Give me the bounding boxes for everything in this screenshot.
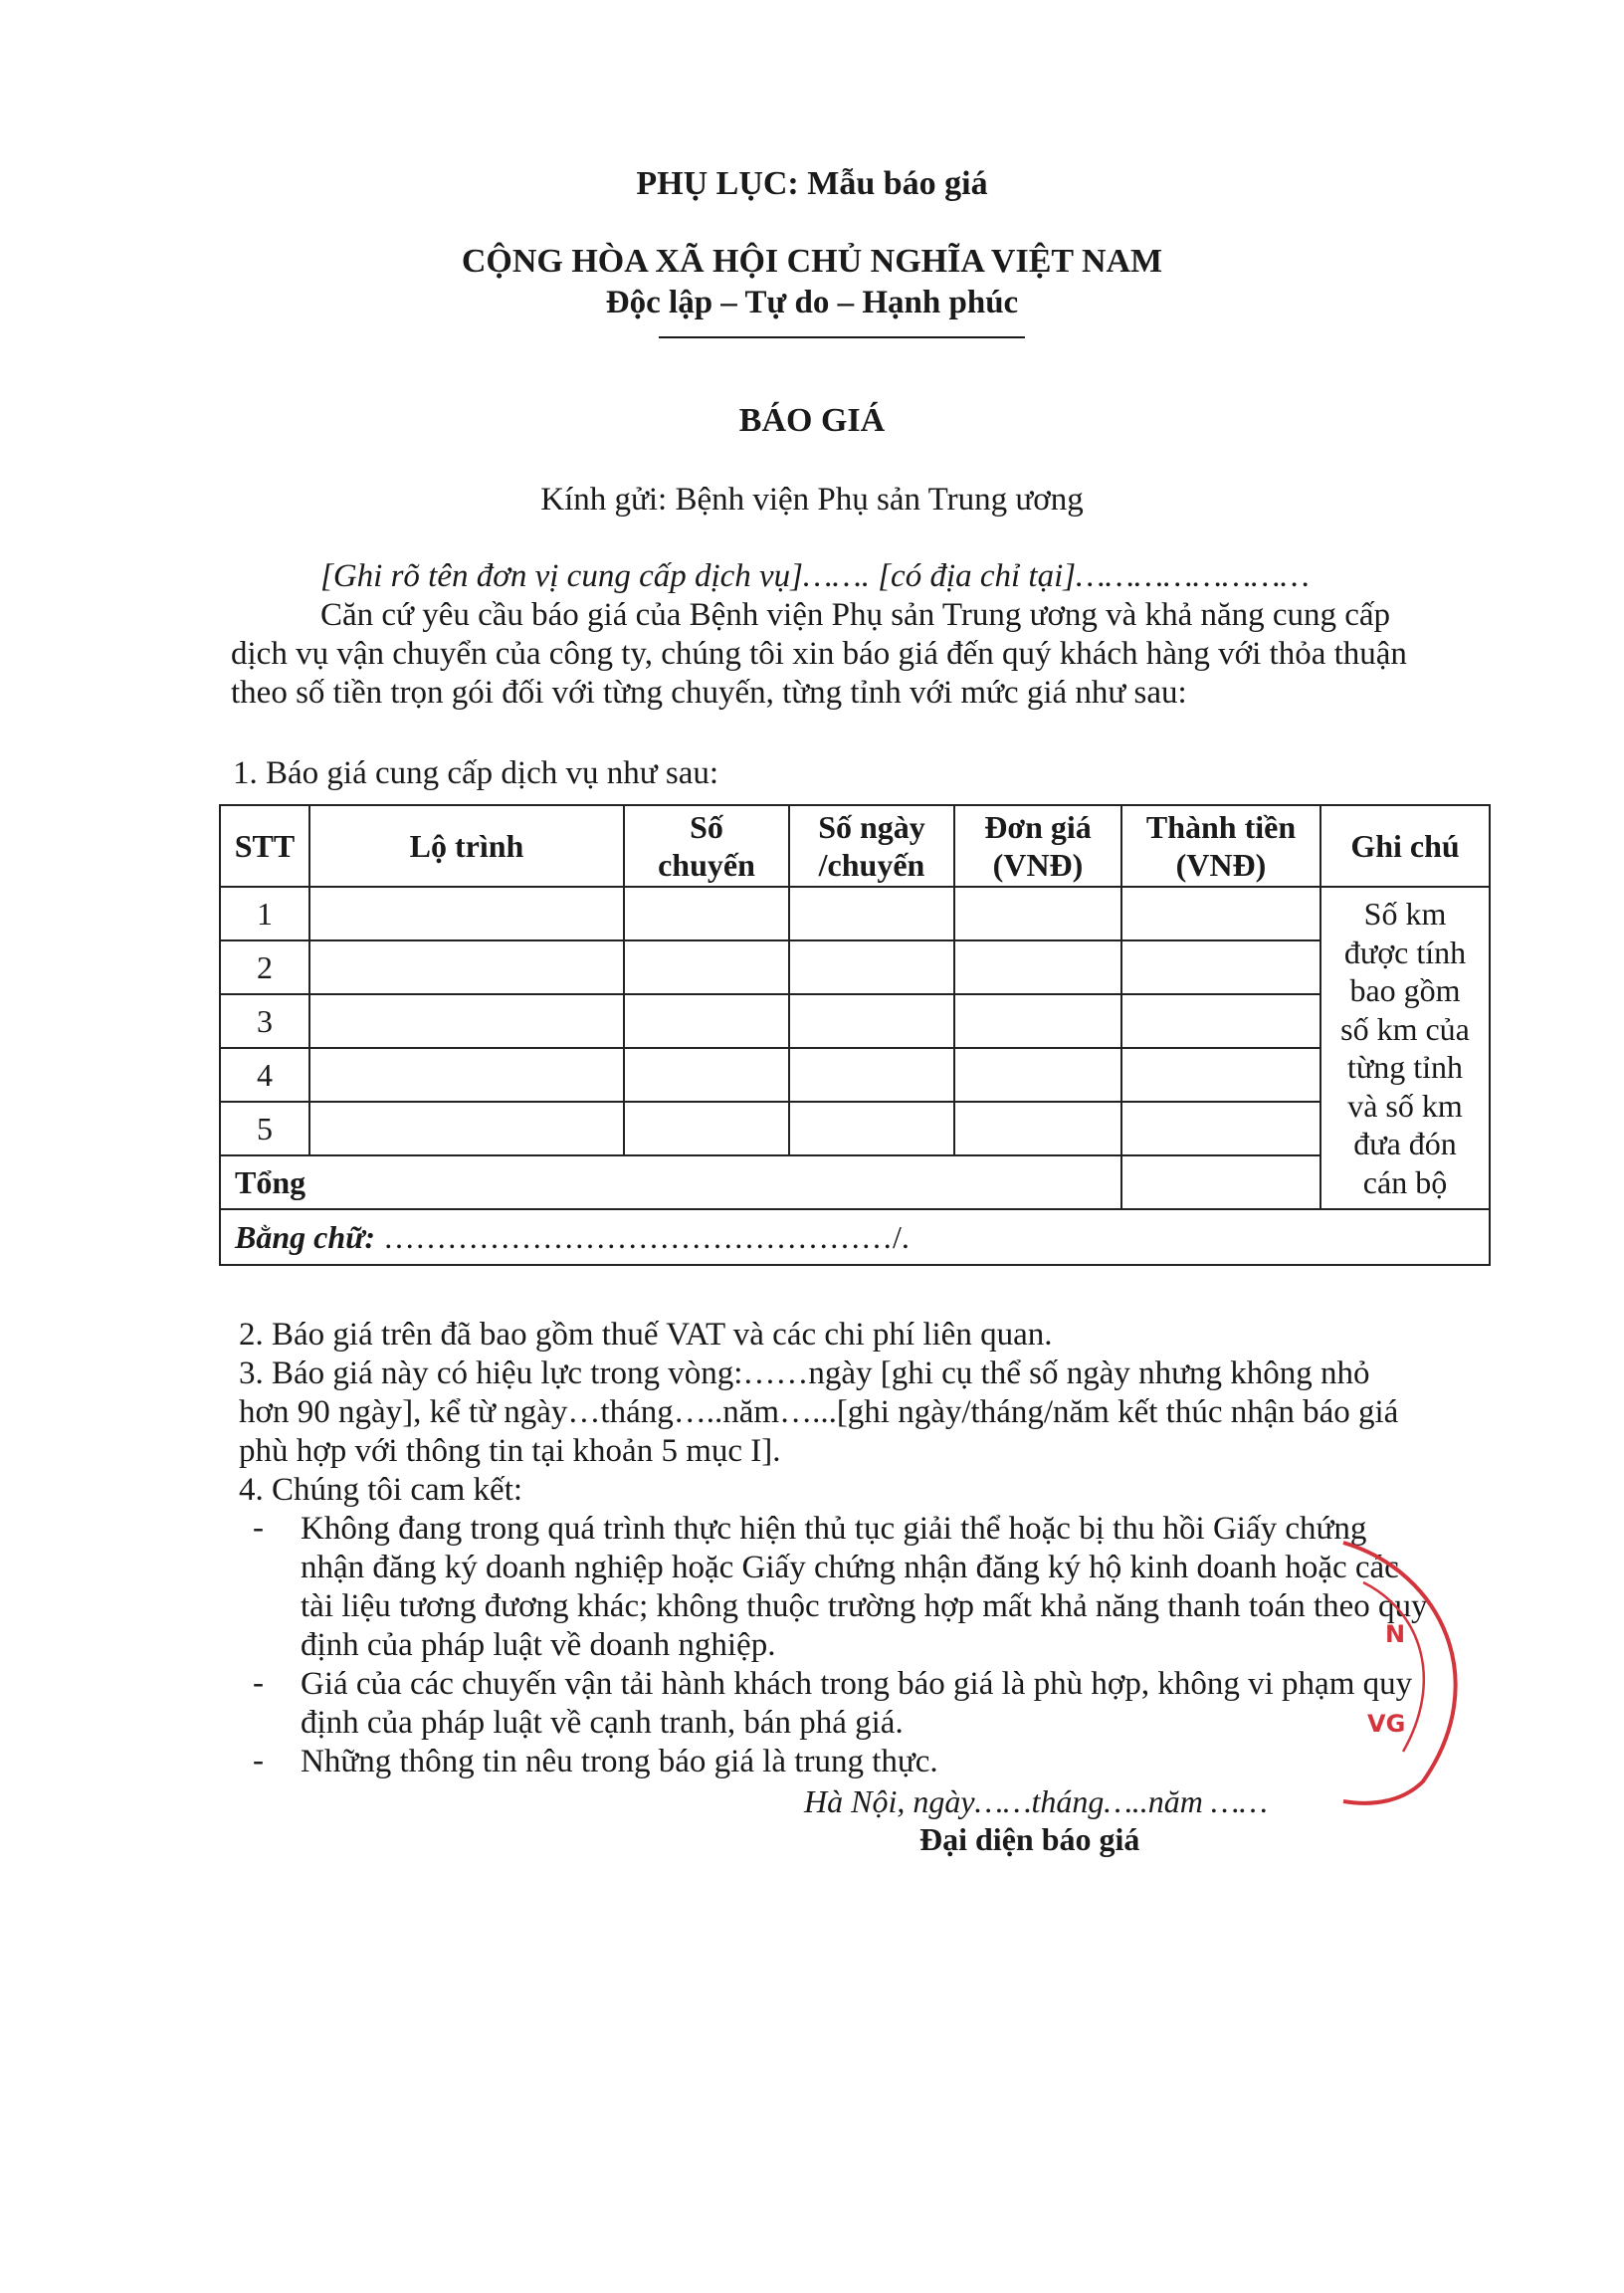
stt-cell: 5 xyxy=(220,1102,309,1155)
trips-cell xyxy=(624,940,789,994)
svg-text:VG: VG xyxy=(1367,1710,1406,1738)
signature-representative: Đại diện báo giá xyxy=(919,1821,1140,1857)
appendix-title: PHỤ LỤC: Mẫu báo giá xyxy=(636,165,988,202)
header-route: Lộ trình xyxy=(309,805,624,887)
intro-line-3: theo số tiền trọn gói đối với từng chuyến, từng tỉnh với mức giá như sau: xyxy=(231,675,1187,711)
signature-place-date: Hà Nội, ngày……tháng…..năm …… xyxy=(804,1783,1268,1819)
section-1-heading: 1. Báo giá cung cấp dịch vụ như sau: xyxy=(233,755,719,791)
unit-price-cell xyxy=(954,887,1121,940)
days-cell xyxy=(789,940,954,994)
bullet-dash: - xyxy=(253,1665,264,1701)
header-unit-price: Đơn giá (VNĐ) xyxy=(954,805,1121,887)
unit-price-cell xyxy=(954,940,1121,994)
bullet-dash: - xyxy=(253,1510,264,1546)
amount-in-words-cell xyxy=(220,1209,1490,1265)
country-name: CỘNG HÒA XÃ HỘI CHỦ NGHĨA VIỆT NAM xyxy=(461,243,1163,280)
stt-cell: 4 xyxy=(220,1048,309,1102)
header-amount: Thành tiền (VNĐ) xyxy=(1121,805,1320,887)
red-stamp-icon xyxy=(1333,1533,1483,1811)
trips-cell xyxy=(624,1048,789,1102)
commitment-1-line-2: nhận đăng ký doanh nghiệp hoặc Giấy chứng nhận đăng ký hộ kinh doanh hoặc các xyxy=(301,1550,1399,1585)
trips-cell xyxy=(624,1102,789,1155)
item-2: 2. Báo giá trên đã bao gồm thuế VAT và các chi phí liên quan. xyxy=(239,1317,1053,1353)
item-3-line-1: 3. Báo giá này có hiệu lực trong vòng:……ngày [ghi cụ thể số ngày nhưng không nhỏ xyxy=(239,1355,1370,1391)
trips-cell xyxy=(624,887,789,940)
commitment-2-line-1: Giá của các chuyến vận tải hành khách trong báo giá là phù hợp, không vi phạm quy xyxy=(301,1666,1413,1702)
table-row xyxy=(220,1048,1490,1102)
route-cell xyxy=(309,940,624,994)
recipient-line: Kính gửi: Bệnh viện Phụ sản Trung ương xyxy=(540,482,1084,518)
total-label: Tổng xyxy=(220,1155,1121,1209)
stt-cell: 1 xyxy=(220,887,309,940)
intro-line-1: Căn cứ yêu cầu báo giá của Bệnh viện Phụ sản Trung ương và khả năng cung cấp xyxy=(320,597,1391,633)
motto-underline xyxy=(659,336,1025,338)
commitment-1-line-4: định của pháp luật về doanh nghiệp. xyxy=(301,1627,776,1663)
commitment-1-line-3: tài liệu tương đương khác; không thuộc trường hợp mất khả năng thanh toán theo quy xyxy=(301,1588,1428,1624)
days-cell xyxy=(789,887,954,940)
trips-cell xyxy=(624,994,789,1048)
amount-cell xyxy=(1121,887,1320,940)
header-trips: Số chuyến xyxy=(624,805,789,887)
quote-table xyxy=(219,804,1491,1266)
header-stt: STT xyxy=(220,805,309,887)
unit-price-cell xyxy=(954,1048,1121,1102)
national-motto: Độc lập – Tự do – Hạnh phúc xyxy=(605,285,1019,320)
route-cell xyxy=(309,994,624,1048)
bullet-dash: - xyxy=(253,1743,264,1778)
total-amount-cell xyxy=(1121,1155,1320,1209)
note-cell: Số km được tính bao gồm số km của từng tỉnh và số km đưa đón cán bộ xyxy=(1320,887,1490,1209)
table-row xyxy=(220,887,1490,940)
words-label: Bằng chữ: xyxy=(235,1218,375,1255)
unit-price-cell xyxy=(954,994,1121,1048)
amount-cell xyxy=(1121,1102,1320,1155)
table-row xyxy=(220,994,1490,1048)
commitment-3-line-1: Những thông tin nêu trong báo giá là trung thực. xyxy=(301,1744,938,1779)
supplier-line: [Ghi rõ tên đơn vị cung cấp dịch vụ]……. [có địa chỉ tại]…………………… xyxy=(320,558,1310,594)
doc-title: BÁO GIÁ xyxy=(738,402,886,439)
commitment-1-line-1: Không đang trong quá trình thực hiện thủ tục giải thể hoặc bị thu hồi Giấy chứng xyxy=(301,1511,1367,1547)
intro-line-2: dịch vụ vận chuyển của công ty, chúng tôi xin báo giá đến quý khách hàng với thỏa thuận xyxy=(231,636,1407,672)
amount-cell xyxy=(1121,940,1320,994)
amount-cell xyxy=(1121,994,1320,1048)
days-cell xyxy=(789,1102,954,1155)
header-note: Ghi chú xyxy=(1320,805,1490,887)
unit-price-cell xyxy=(954,1102,1121,1155)
total-row xyxy=(220,1155,1490,1209)
route-cell xyxy=(309,1102,624,1155)
days-cell xyxy=(789,994,954,1048)
stt-cell: 2 xyxy=(220,940,309,994)
item-4: 4. Chúng tôi cam kết: xyxy=(239,1472,523,1508)
item-3-line-2: hơn 90 ngày], kể từ ngày…tháng…..năm…...[ghi ngày/tháng/năm kết thúc nhận báo giá xyxy=(239,1394,1399,1430)
table-row xyxy=(220,1102,1490,1155)
header-days: Số ngày /chuyến xyxy=(789,805,954,887)
days-cell xyxy=(789,1048,954,1102)
table-row xyxy=(220,940,1490,994)
amount-cell xyxy=(1121,1048,1320,1102)
item-3-line-3: phù hợp với thông tin tại khoản 5 mục I]. xyxy=(239,1433,781,1469)
stt-cell: 3 xyxy=(220,994,309,1048)
route-cell xyxy=(309,1048,624,1102)
amount-in-words-row xyxy=(220,1209,1490,1265)
table-header-row xyxy=(220,805,1490,887)
words-value: …………………………………………/. xyxy=(374,1218,910,1255)
svg-text:N: N xyxy=(1385,1620,1406,1648)
commitment-2-line-2: định của pháp luật về cạnh tranh, bán phá giá. xyxy=(301,1705,904,1741)
route-cell xyxy=(309,887,624,940)
